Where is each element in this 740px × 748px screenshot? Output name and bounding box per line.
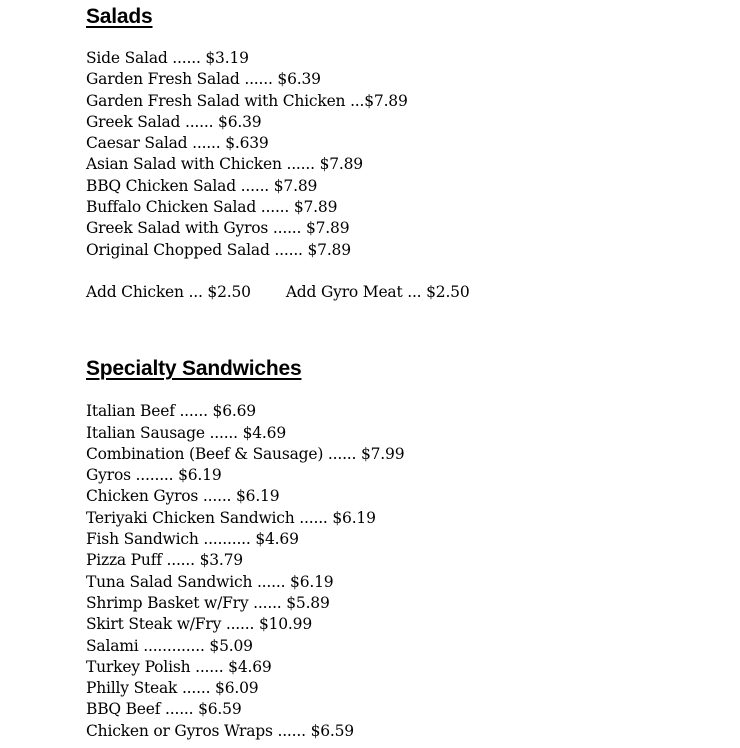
list-item: Italian Sausage ...... $4.69 <box>86 423 286 442</box>
list-item: Caesar Salad ...... $.639 <box>86 134 269 153</box>
list-item: Tuna Salad Sandwich ...... $6.19 <box>86 572 334 591</box>
list-item: Fish Sandwich .......... $4.69 <box>86 530 299 549</box>
menu-page <box>86 0 726 742</box>
addon-gyro-meat: Add Gyro Meat ... $2.50 <box>285 282 470 301</box>
list-item: Italian Beef ...... $6.69 <box>86 402 256 421</box>
specialty-sandwiches-heading: Specialty Sandwiches <box>86 357 302 381</box>
addon-chicken: Add Chicken ... $2.50 <box>86 282 251 301</box>
list-item: Turkey Polish ...... $4.69 <box>86 657 272 676</box>
list-item: Garden Fresh Salad with Chicken ...$7.89 <box>86 91 408 110</box>
list-item: Pizza Puff ...... $3.79 <box>86 551 243 570</box>
list-item: Garden Fresh Salad ...... $6.39 <box>86 70 321 89</box>
salads-heading: Salads <box>86 5 153 28</box>
list-item: Philly Steak ...... $6.09 <box>86 679 259 698</box>
list-item: Combination (Beef & Sausage) ...... $7.99 <box>86 444 405 463</box>
list-item: Asian Salad with Chicken ...... $7.89 <box>86 155 363 174</box>
list-item: BBQ Beef ...... $6.59 <box>86 700 242 719</box>
list-item: Teriyaki Chicken Sandwich ...... $6.19 <box>86 508 376 527</box>
list-item: Salami ............. $5.09 <box>86 636 253 655</box>
list-item: Skirt Steak w/Fry ...... $10.99 <box>86 615 312 634</box>
list-item: Greek Salad ...... $6.39 <box>86 112 262 131</box>
salad-addons <box>86 282 726 303</box>
sandwiches-list <box>86 401 726 742</box>
list-item: Gyros ........ $6.19 <box>86 466 222 485</box>
list-item: Greek Salad with Gyros ...... $7.89 <box>86 219 350 238</box>
list-item: Chicken or Gyros Wraps ...... $6.59 <box>86 721 354 740</box>
salads-list <box>86 48 726 261</box>
list-item: Chicken Gyros ...... $6.19 <box>86 487 280 506</box>
list-item: BBQ Chicken Salad ...... $7.89 <box>86 176 318 195</box>
list-item: Buffalo Chicken Salad ...... $7.89 <box>86 198 338 217</box>
list-item: Shrimp Basket w/Fry ...... $5.89 <box>86 593 330 612</box>
list-item: Original Chopped Salad ...... $7.89 <box>86 240 351 259</box>
list-item: Side Salad ...... $3.19 <box>86 49 249 67</box>
